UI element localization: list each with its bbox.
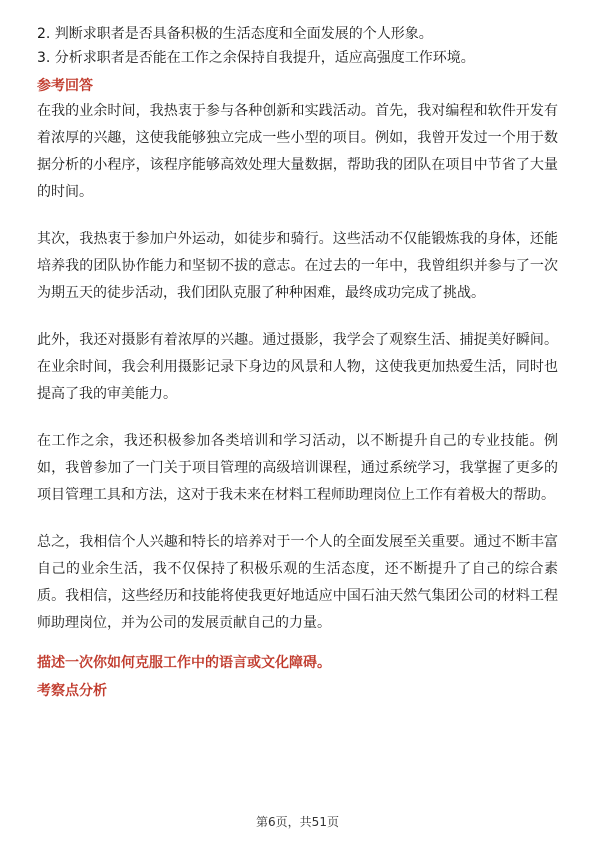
list-item: 2. 判断求职者是否具备积极的生活态度和全面发展的个人形象。 xyxy=(37,26,433,42)
list-item: 3. 分析求职者是否能在工作之余保持自我提升，适应高强度工作环境。 xyxy=(37,50,475,66)
analysis-heading: 考察点分析 xyxy=(37,683,107,699)
section-gap xyxy=(37,637,558,651)
page-number: 第6页，共51页 xyxy=(256,815,339,829)
answer-paragraph: 总之，我相信个人兴趣和特长的培养对于一个人的全面发展至关重要。通过不断丰富自己的业余生活，我不仅保持了积极乐观的生活态度，还不断提升了自己的综合素质。我相信，这些经历和技能将使我更好地适应中国石油天然气集团公司的材料工程师助理岗位，并为公司的发展贡献自己的力量。 xyxy=(37,534,558,631)
page-content xyxy=(37,22,558,703)
paragraph-gap xyxy=(37,509,558,529)
answer-paragraph: 此外，我还对摄影有着浓厚的兴趣。通过摄影，我学会了观察生活、捕捉美好瞬间。在业余时间，我会利用摄影记录下身边的风景和人物，这使我更加热爱生活，同时也提高了我的审美能力。 xyxy=(37,332,558,402)
answer-paragraph: 在工作之余，我还积极参加各类培训和学习活动，以不断提升自己的专业技能。例如，我曾参加了一门关于项目管理的高级培训课程，通过系统学习，我掌握了更多的项目管理工具和方法，这对于我未来在材料工程师助理岗位上工作有着极大的帮助。 xyxy=(37,433,558,503)
next-question: 描述一次你如何克服工作中的语言或文化障碍。 xyxy=(37,655,331,671)
answer-heading: 参考回答 xyxy=(37,78,93,94)
paragraph-gap xyxy=(37,206,558,226)
paragraph-gap xyxy=(37,307,558,327)
paragraph-gap xyxy=(37,408,558,428)
answer-paragraph: 其次，我热衷于参加户外运动，如徒步和骑行。这些活动不仅能锻炼我的身体，还能培养我的团队协作能力和坚韧不拔的意志。在过去的一年中，我曾组织并参与了一次为期五天的徒步活动，我们团队克服了种种困难，最终成功完成了挑战。 xyxy=(37,231,558,301)
answer-paragraph: 在我的业余时间，我热衷于参与各种创新和实践活动。首先，我对编程和软件开发有着浓厚的兴趣，这使我能够独立完成一些小型的项目。例如，我曾开发过一个用于数据分析的小程序，该程序能够高效处理大量数据，帮助我的团队在项目中节省了大量的时间。 xyxy=(37,103,558,200)
